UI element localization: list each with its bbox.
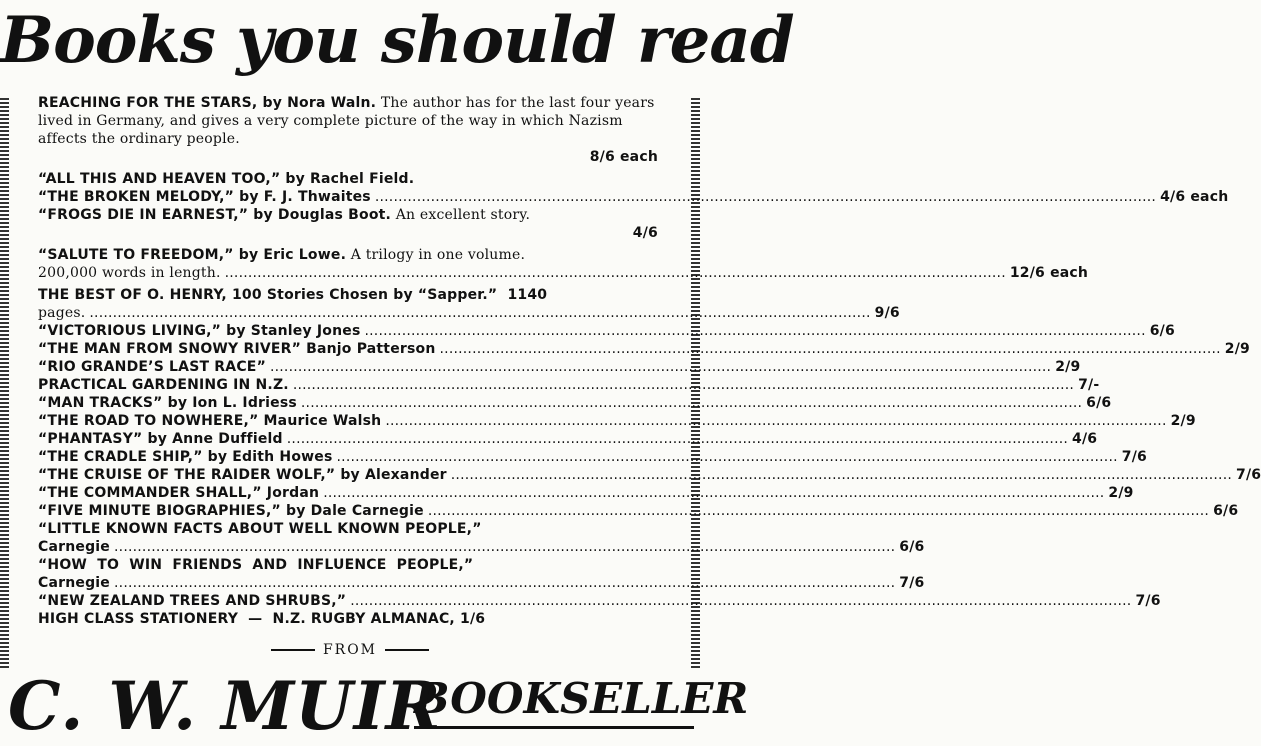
book-price: 7/6 xyxy=(899,575,925,591)
book-description: A trilogy in one volume. xyxy=(346,247,526,263)
book-title: “SALUTE TO FREEDOM,” by Eric Lowe. xyxy=(38,247,347,263)
leader-dots xyxy=(114,538,895,556)
book-price: 4/6 xyxy=(1072,431,1098,447)
leader-dots xyxy=(323,484,1104,502)
book-description: An excellent story. xyxy=(391,207,531,223)
from-line xyxy=(0,642,700,658)
book-title: “THE COMMANDER SHALL,” Jordan xyxy=(38,485,320,501)
book-title: “THE CRUISE OF THE RAIDER WOLF,” by Alexander xyxy=(38,467,447,483)
book-title: “FROGS DIE IN EARNEST,” by Douglas Boot. xyxy=(38,207,392,223)
book-item xyxy=(38,430,1098,448)
book-price: 6/6 xyxy=(1149,323,1175,339)
book-price: 7/6 xyxy=(1236,467,1261,483)
leader-dots xyxy=(375,188,1156,206)
leader-dots xyxy=(114,574,895,592)
leader-dots xyxy=(225,264,1006,282)
book-item xyxy=(38,94,658,166)
book-title: “RIO GRANDE’S LAST RACE” xyxy=(38,359,266,375)
book-title: Carnegie xyxy=(38,539,111,555)
book-price: 7/6 xyxy=(1135,593,1161,609)
book-item: HIGH CLASS STATIONERY — N.Z. RUGBY ALMANAC, 1/6 xyxy=(38,611,486,627)
book-title: pages. xyxy=(38,305,86,321)
book-title: “MAN TRACKS” by Ion L. Idriess xyxy=(38,395,297,411)
book-price: 4/6 each xyxy=(1160,189,1229,205)
book-title: “THE CRADLE SHIP,” by Edith Howes xyxy=(38,449,333,465)
book-title: PRACTICAL GARDENING IN N.Z. xyxy=(38,377,289,393)
book-description: The author has for the last four years lived in Germany, and gives a very complete picture of the way in which Nazism affects the ordinary people. xyxy=(38,95,655,147)
book-item xyxy=(38,412,1196,430)
book-item: “LITTLE KNOWN FACTS ABOUT WELL KNOWN PEOPLE,” xyxy=(38,521,482,537)
book-price: 8/6 each xyxy=(589,149,658,165)
book-item: “HOW TO WIN FRIENDS AND INFLUENCE PEOPLE,” xyxy=(38,557,474,573)
book-item xyxy=(38,502,1239,520)
book-title: “FIVE MINUTE BIOGRAPHIES,” by Dale Carnegie xyxy=(38,503,424,519)
book-price: 6/6 xyxy=(899,539,925,555)
book-price: 6/6 xyxy=(1213,503,1239,519)
book-price: 12/6 each xyxy=(1009,265,1089,281)
book-item xyxy=(38,376,1100,394)
seller-title: BOOKSELLER xyxy=(414,672,694,729)
leader-dots xyxy=(365,322,1146,340)
seller-name: C. W. MUIR xyxy=(8,667,442,745)
book-item xyxy=(38,340,1250,358)
book-item xyxy=(38,188,1229,206)
book-item xyxy=(38,448,1147,466)
book-title: 200,000 words in length. xyxy=(38,265,221,281)
book-price: 4/6 xyxy=(632,225,658,241)
book-item xyxy=(38,322,1175,340)
headline: Books you should read xyxy=(0,3,794,78)
book-title: “PHANTASY” by Anne Duffield xyxy=(38,431,283,447)
leader-dots xyxy=(270,358,1051,376)
book-title: “THE BROKEN MELODY,” by F. J. Thwaites xyxy=(38,189,371,205)
book-item xyxy=(38,538,925,556)
left-border-rule xyxy=(0,98,9,668)
leader-dots xyxy=(287,430,1068,448)
leader-dots xyxy=(440,340,1221,358)
book-price: 6/6 xyxy=(1086,395,1112,411)
book-item xyxy=(38,304,900,322)
book-price: 2/9 xyxy=(1055,359,1081,375)
book-price: 7/- xyxy=(1078,377,1100,393)
book-price: 9/6 xyxy=(874,305,900,321)
leader-dots xyxy=(350,592,1131,610)
book-price: 2/9 xyxy=(1108,485,1134,501)
leader-dots xyxy=(385,412,1166,430)
book-item xyxy=(38,574,925,592)
book-item xyxy=(38,206,658,242)
book-title: “VICTORIOUS LIVING,” by Stanley Jones xyxy=(38,323,361,339)
book-title: “THE ROAD TO NOWHERE,” Maurice Walsh xyxy=(38,413,382,429)
book-price: 7/6 xyxy=(1121,449,1147,465)
leader-dots xyxy=(301,394,1082,412)
book-item xyxy=(38,466,1261,484)
book-price: 2/9 xyxy=(1170,413,1196,429)
leader-dots xyxy=(451,466,1232,484)
book-title: “NEW ZEALAND TREES AND SHRUBS,” xyxy=(38,593,347,609)
book-item xyxy=(38,484,1134,502)
book-item xyxy=(38,246,658,264)
book-title: REACHING FOR THE STARS, by Nora Waln. xyxy=(38,95,377,111)
book-item xyxy=(38,592,1161,610)
book-item xyxy=(38,394,1112,412)
book-item: THE BEST OF O. HENRY, 100 Stories Chosen by “Sapper.” 1140 xyxy=(38,287,548,303)
from-dash-right xyxy=(385,649,429,651)
leader-dots xyxy=(428,502,1209,520)
book-title: “THE MAN FROM SNOWY RIVER” Banjo Patterson xyxy=(38,341,436,357)
from-label: FROM xyxy=(322,642,378,658)
book-item: “ALL THIS AND HEAVEN TOO,” by Rachel Field. xyxy=(38,171,415,187)
leader-dots xyxy=(89,304,870,322)
leader-dots xyxy=(337,448,1118,466)
leader-dots xyxy=(293,376,1074,394)
from-dash-left xyxy=(271,649,315,651)
book-price: 2/9 xyxy=(1224,341,1250,357)
book-list xyxy=(38,94,1261,628)
book-title: Carnegie xyxy=(38,575,111,591)
book-item xyxy=(38,264,1089,282)
book-item xyxy=(38,358,1081,376)
